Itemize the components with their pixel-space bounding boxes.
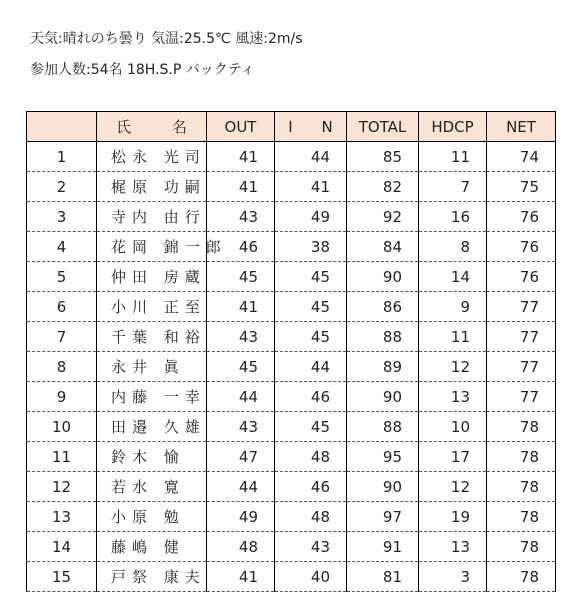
total-cell: 88 xyxy=(347,322,419,352)
hdcp-cell: 9 xyxy=(419,292,487,322)
out-cell: 46 xyxy=(207,232,275,262)
net-cell: 78 xyxy=(487,532,556,562)
net-cell: 77 xyxy=(487,382,556,412)
hdcp-cell: 13 xyxy=(419,382,487,412)
net-cell: 78 xyxy=(487,502,556,532)
table-row xyxy=(27,352,556,382)
in-cell: 45 xyxy=(275,292,347,322)
out-cell: 49 xyxy=(207,502,275,532)
header-hdcp: HDCP xyxy=(419,112,487,142)
name-cell: 永井 眞 xyxy=(97,352,207,382)
total-cell: 91 xyxy=(347,532,419,562)
table-row xyxy=(27,232,556,262)
out-cell: 43 xyxy=(207,322,275,352)
name-cell: 小川 正至 xyxy=(97,292,207,322)
rank-cell: 11 xyxy=(27,442,97,472)
name-cell: 寺内 由行 xyxy=(97,202,207,232)
out-cell: 41 xyxy=(207,172,275,202)
hdcp-cell: 16 xyxy=(419,202,487,232)
table-row xyxy=(27,172,556,202)
in-cell: 48 xyxy=(275,502,347,532)
total-cell: 81 xyxy=(347,562,419,592)
rank-cell: 10 xyxy=(27,412,97,442)
in-cell: 43 xyxy=(275,532,347,562)
net-cell: 77 xyxy=(487,322,556,352)
rank-cell: 6 xyxy=(27,292,97,322)
name-cell: 若水 寛 xyxy=(97,472,207,502)
table-row xyxy=(27,532,556,562)
header-out: OUT xyxy=(207,112,275,142)
out-cell: 43 xyxy=(207,412,275,442)
hdcp-cell: 8 xyxy=(419,232,487,262)
rank-cell: 15 xyxy=(27,562,97,592)
table-row xyxy=(27,202,556,232)
net-cell: 77 xyxy=(487,292,556,322)
net-cell: 78 xyxy=(487,472,556,502)
header-net: NET xyxy=(487,112,556,142)
table-row xyxy=(27,382,556,412)
hdcp-cell: 11 xyxy=(419,142,487,172)
rank-cell: 14 xyxy=(27,532,97,562)
out-cell: 44 xyxy=(207,472,275,502)
participants-line: 参加人数:54名 18H.S.P バックティ xyxy=(30,62,255,78)
hdcp-cell: 3 xyxy=(419,562,487,592)
name-cell: 内藤 一幸 xyxy=(97,382,207,412)
table-row xyxy=(27,472,556,502)
out-cell: 47 xyxy=(207,442,275,472)
total-cell: 95 xyxy=(347,442,419,472)
out-cell: 48 xyxy=(207,532,275,562)
table-row xyxy=(27,292,556,322)
total-cell: 84 xyxy=(347,232,419,262)
total-cell: 86 xyxy=(347,292,419,322)
net-cell: 76 xyxy=(487,232,556,262)
net-cell: 77 xyxy=(487,352,556,382)
out-cell: 41 xyxy=(207,292,275,322)
out-cell: 41 xyxy=(207,562,275,592)
header-rank xyxy=(27,112,97,142)
name-cell: 千葉 和裕 xyxy=(97,322,207,352)
table-row xyxy=(27,142,556,172)
net-cell: 78 xyxy=(487,562,556,592)
total-cell: 85 xyxy=(347,142,419,172)
net-cell: 74 xyxy=(487,142,556,172)
conditions-line: 天気:晴れのち曇り 気温:25.5℃ 風速:2m/s xyxy=(30,31,303,47)
table-row xyxy=(27,412,556,442)
hdcp-cell: 14 xyxy=(419,262,487,292)
hdcp-cell: 12 xyxy=(419,352,487,382)
hdcp-cell: 11 xyxy=(419,322,487,352)
out-cell: 41 xyxy=(207,142,275,172)
net-cell: 75 xyxy=(487,172,556,202)
name-cell: 松永 光司 xyxy=(97,142,207,172)
in-cell: 45 xyxy=(275,412,347,442)
in-cell: 44 xyxy=(275,142,347,172)
hdcp-cell: 10 xyxy=(419,412,487,442)
rank-cell: 9 xyxy=(27,382,97,412)
header-in: I N xyxy=(275,112,347,142)
net-cell: 78 xyxy=(487,412,556,442)
header-name: 氏 名 xyxy=(97,112,207,142)
hdcp-cell: 19 xyxy=(419,502,487,532)
total-cell: 90 xyxy=(347,382,419,412)
in-cell: 49 xyxy=(275,202,347,232)
total-cell: 88 xyxy=(347,412,419,442)
table-row xyxy=(27,442,556,472)
hdcp-cell: 13 xyxy=(419,532,487,562)
in-cell: 46 xyxy=(275,472,347,502)
total-cell: 89 xyxy=(347,352,419,382)
table-row xyxy=(27,322,556,352)
in-cell: 44 xyxy=(275,352,347,382)
out-cell: 45 xyxy=(207,352,275,382)
rank-cell: 5 xyxy=(27,262,97,292)
results-table xyxy=(26,111,556,592)
name-cell: 鈴木 愉 xyxy=(97,442,207,472)
header-row xyxy=(27,112,556,142)
rank-cell: 13 xyxy=(27,502,97,532)
total-cell: 90 xyxy=(347,262,419,292)
table-row xyxy=(27,502,556,532)
net-cell: 76 xyxy=(487,202,556,232)
net-cell: 76 xyxy=(487,262,556,292)
name-cell: 田邉 久雄 xyxy=(97,412,207,442)
in-cell: 46 xyxy=(275,382,347,412)
hdcp-cell: 17 xyxy=(419,442,487,472)
name-cell: 仲田 房蔵 xyxy=(97,262,207,292)
in-cell: 45 xyxy=(275,322,347,352)
total-cell: 90 xyxy=(347,472,419,502)
rank-cell: 7 xyxy=(27,322,97,352)
name-cell: 戸祭 康夫 xyxy=(97,562,207,592)
table-row xyxy=(27,262,556,292)
rank-cell: 12 xyxy=(27,472,97,502)
name-cell: 花岡 錦一郎 xyxy=(97,232,207,262)
table-row xyxy=(27,562,556,592)
out-cell: 43 xyxy=(207,202,275,232)
hdcp-cell: 12 xyxy=(419,472,487,502)
hdcp-cell: 7 xyxy=(419,172,487,202)
name-cell: 梶原 功嗣 xyxy=(97,172,207,202)
in-cell: 48 xyxy=(275,442,347,472)
in-cell: 41 xyxy=(275,172,347,202)
in-cell: 38 xyxy=(275,232,347,262)
rank-cell: 2 xyxy=(27,172,97,202)
rank-cell: 1 xyxy=(27,142,97,172)
rank-cell: 8 xyxy=(27,352,97,382)
header-total: TOTAL xyxy=(347,112,419,142)
out-cell: 45 xyxy=(207,262,275,292)
total-cell: 82 xyxy=(347,172,419,202)
rank-cell: 3 xyxy=(27,202,97,232)
name-cell: 小原 勉 xyxy=(97,502,207,532)
name-cell: 藤嶋 健 xyxy=(97,532,207,562)
net-cell: 78 xyxy=(487,442,556,472)
out-cell: 44 xyxy=(207,382,275,412)
rank-cell: 4 xyxy=(27,232,97,262)
in-cell: 40 xyxy=(275,562,347,592)
total-cell: 92 xyxy=(347,202,419,232)
total-cell: 97 xyxy=(347,502,419,532)
in-cell: 45 xyxy=(275,262,347,292)
